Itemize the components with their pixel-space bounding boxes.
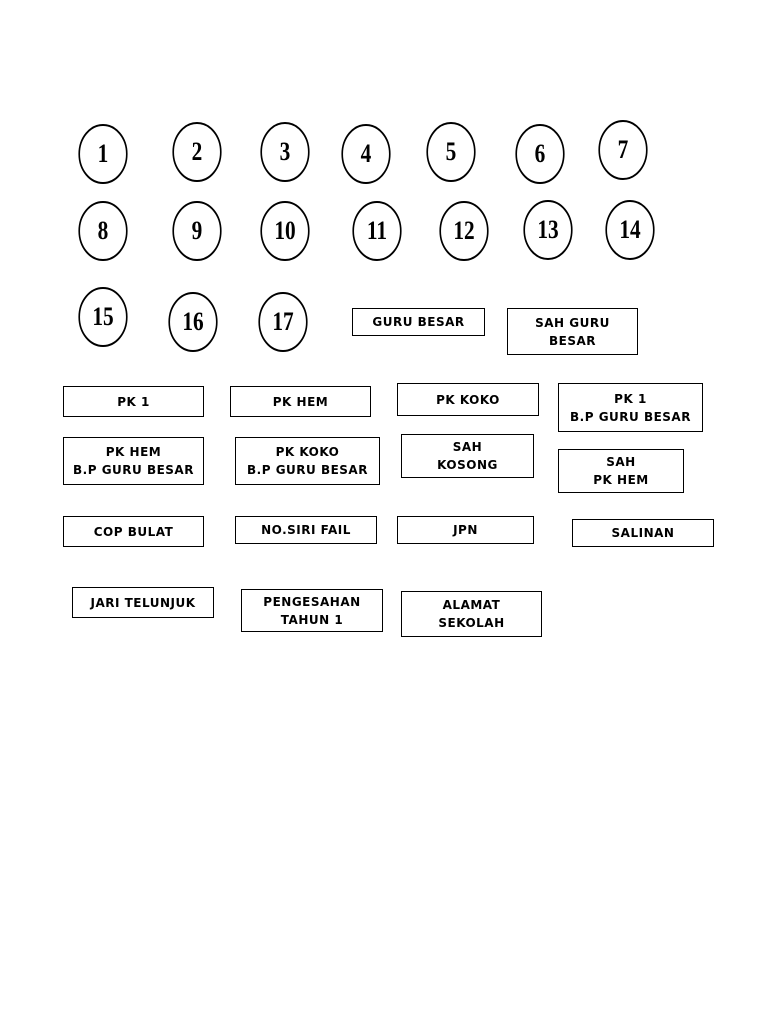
number-circle-14: 14 [605, 200, 654, 260]
number-circle-7: 7 [598, 120, 647, 180]
label-guru-besar: GURU BESAR [352, 308, 485, 336]
label-salinan: SALINAN [572, 519, 714, 547]
label-no-siri-fail: NO.SIRI FAIL [235, 516, 377, 544]
number-circle-15: 15 [78, 287, 127, 347]
number-circle-3: 3 [260, 122, 309, 182]
number-circle-5: 5 [426, 122, 475, 182]
label-jpn: JPN [397, 516, 534, 544]
number-circle-4: 4 [341, 124, 390, 184]
number-circle-16: 16 [168, 292, 217, 352]
number-circle-13: 13 [523, 200, 572, 260]
number-circle-12: 12 [439, 201, 488, 261]
label-pk-1-bp-guru-besar: PK 1 B.P GURU BESAR [558, 383, 703, 432]
number-circle-11: 11 [352, 201, 401, 261]
label-pk-koko: PK KOKO [397, 383, 539, 416]
number-circle-8: 8 [78, 201, 127, 261]
number-circle-17: 17 [258, 292, 307, 352]
label-sah-guru-besar: SAH GURU BESAR [507, 308, 638, 355]
label-jari-telunjuk: JARI TELUNJUK [72, 587, 214, 618]
label-pk-hem-bp-guru-besar: PK HEM B.P GURU BESAR [63, 437, 204, 485]
label-cop-bulat: COP BULAT [63, 516, 204, 547]
label-pk-hem: PK HEM [230, 386, 371, 417]
label-pk-1: PK 1 [63, 386, 204, 417]
number-circle-2: 2 [172, 122, 221, 182]
label-pengesahan-tahun-1: PENGESAHAN TAHUN 1 [241, 589, 383, 632]
label-sah-kosong: SAH KOSONG [401, 434, 534, 478]
number-circle-10: 10 [260, 201, 309, 261]
label-pk-koko-bp-guru-besar: PK KOKO B.P GURU BESAR [235, 437, 380, 485]
label-alamat-sekolah: ALAMAT SEKOLAH [401, 591, 542, 637]
number-circle-1: 1 [78, 124, 127, 184]
number-circle-9: 9 [172, 201, 221, 261]
label-sah-pk-hem: SAH PK HEM [558, 449, 684, 493]
number-circle-6: 6 [515, 124, 564, 184]
